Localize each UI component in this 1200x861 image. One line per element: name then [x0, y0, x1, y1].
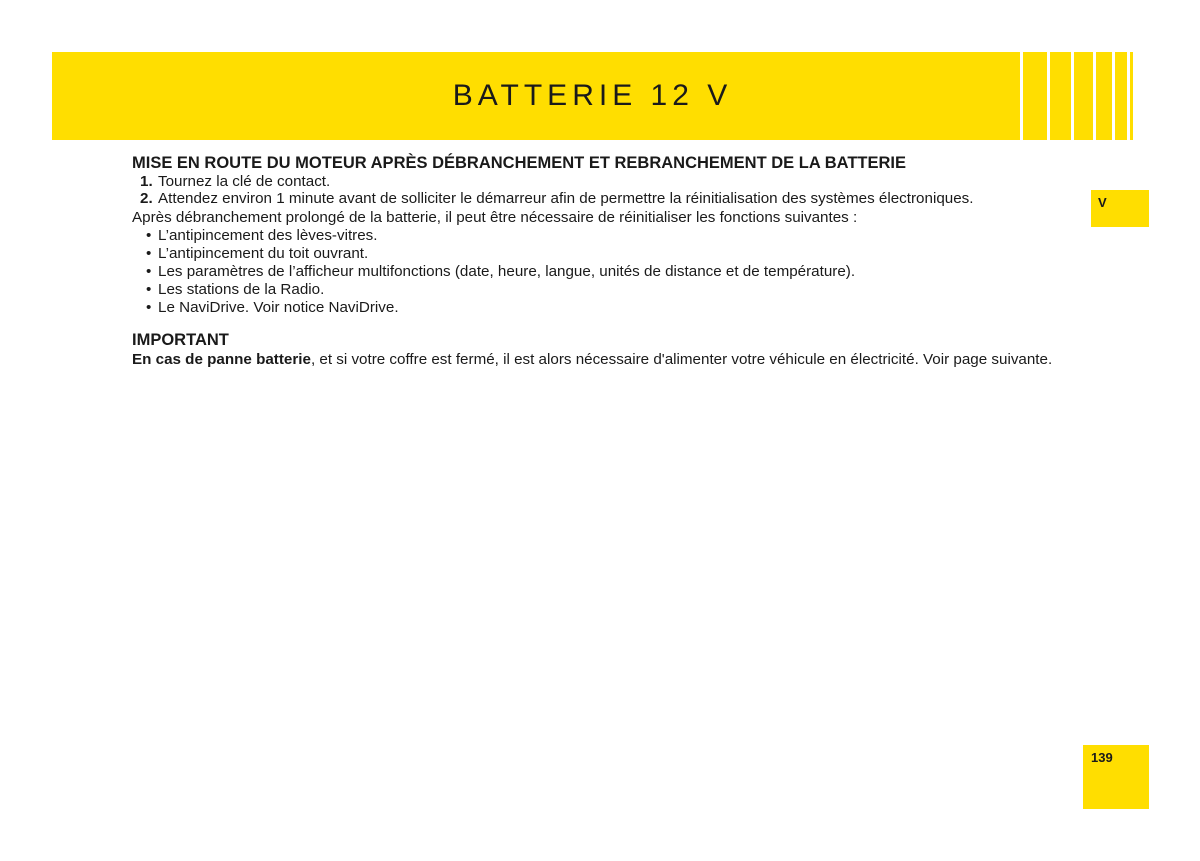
important-bold-text: En cas de panne batterie [132, 350, 311, 368]
chapter-tab-label: V [1098, 195, 1107, 210]
page-number: 139 [1091, 750, 1113, 765]
main-content [132, 154, 1082, 368]
bullet-item: • Les stations de la Radio. [146, 282, 1082, 299]
steps-list [132, 174, 1082, 207]
step-item [132, 174, 1082, 191]
step-text: Tournez la clé de contact. [158, 173, 331, 190]
chapter-tab [1091, 190, 1149, 227]
important-heading: IMPORTANT [132, 330, 229, 349]
page-title: BATTERIE 12 V [452, 79, 733, 112]
step-item [132, 191, 1082, 208]
step-number: 2. [140, 189, 153, 207]
bullet-item: • Le NaviDrive. Voir notice NaviDrive. [146, 300, 1082, 317]
page-number-box [1083, 745, 1149, 809]
bullet-item: • Les paramètres de l’afficheur multifonctions (date, heure, langue, unités de distance et de température). [146, 264, 1082, 281]
important-paragraph [132, 352, 1082, 369]
important-text: , et si votre coffre est fermé, il est alors nécessaire d'alimenter votre véhicule en électricité. Voir page suivante. [310, 350, 1053, 368]
functions-list [132, 228, 1082, 317]
intro-paragraph: Après débranchement prolongé de la batterie, il peut être nécessaire de réinitialiser les fonctions suivantes : [132, 209, 858, 226]
bullet-item: • L’antipincement des lèves-vitres. [146, 228, 1082, 245]
step-text: Attendez environ 1 minute avant de solliciter le démarreur afin de permettre la réinitialisation des systèmes électroniques. [158, 189, 974, 207]
section-heading: MISE EN ROUTE DU MOTEUR APRÈS DÉBRANCHEMENT ET REBRANCHEMENT DE LA BATTERIE [132, 154, 906, 172]
step-number: 1. [140, 173, 153, 190]
bullet-item: • L’antipincement du toit ouvrant. [146, 246, 1082, 263]
